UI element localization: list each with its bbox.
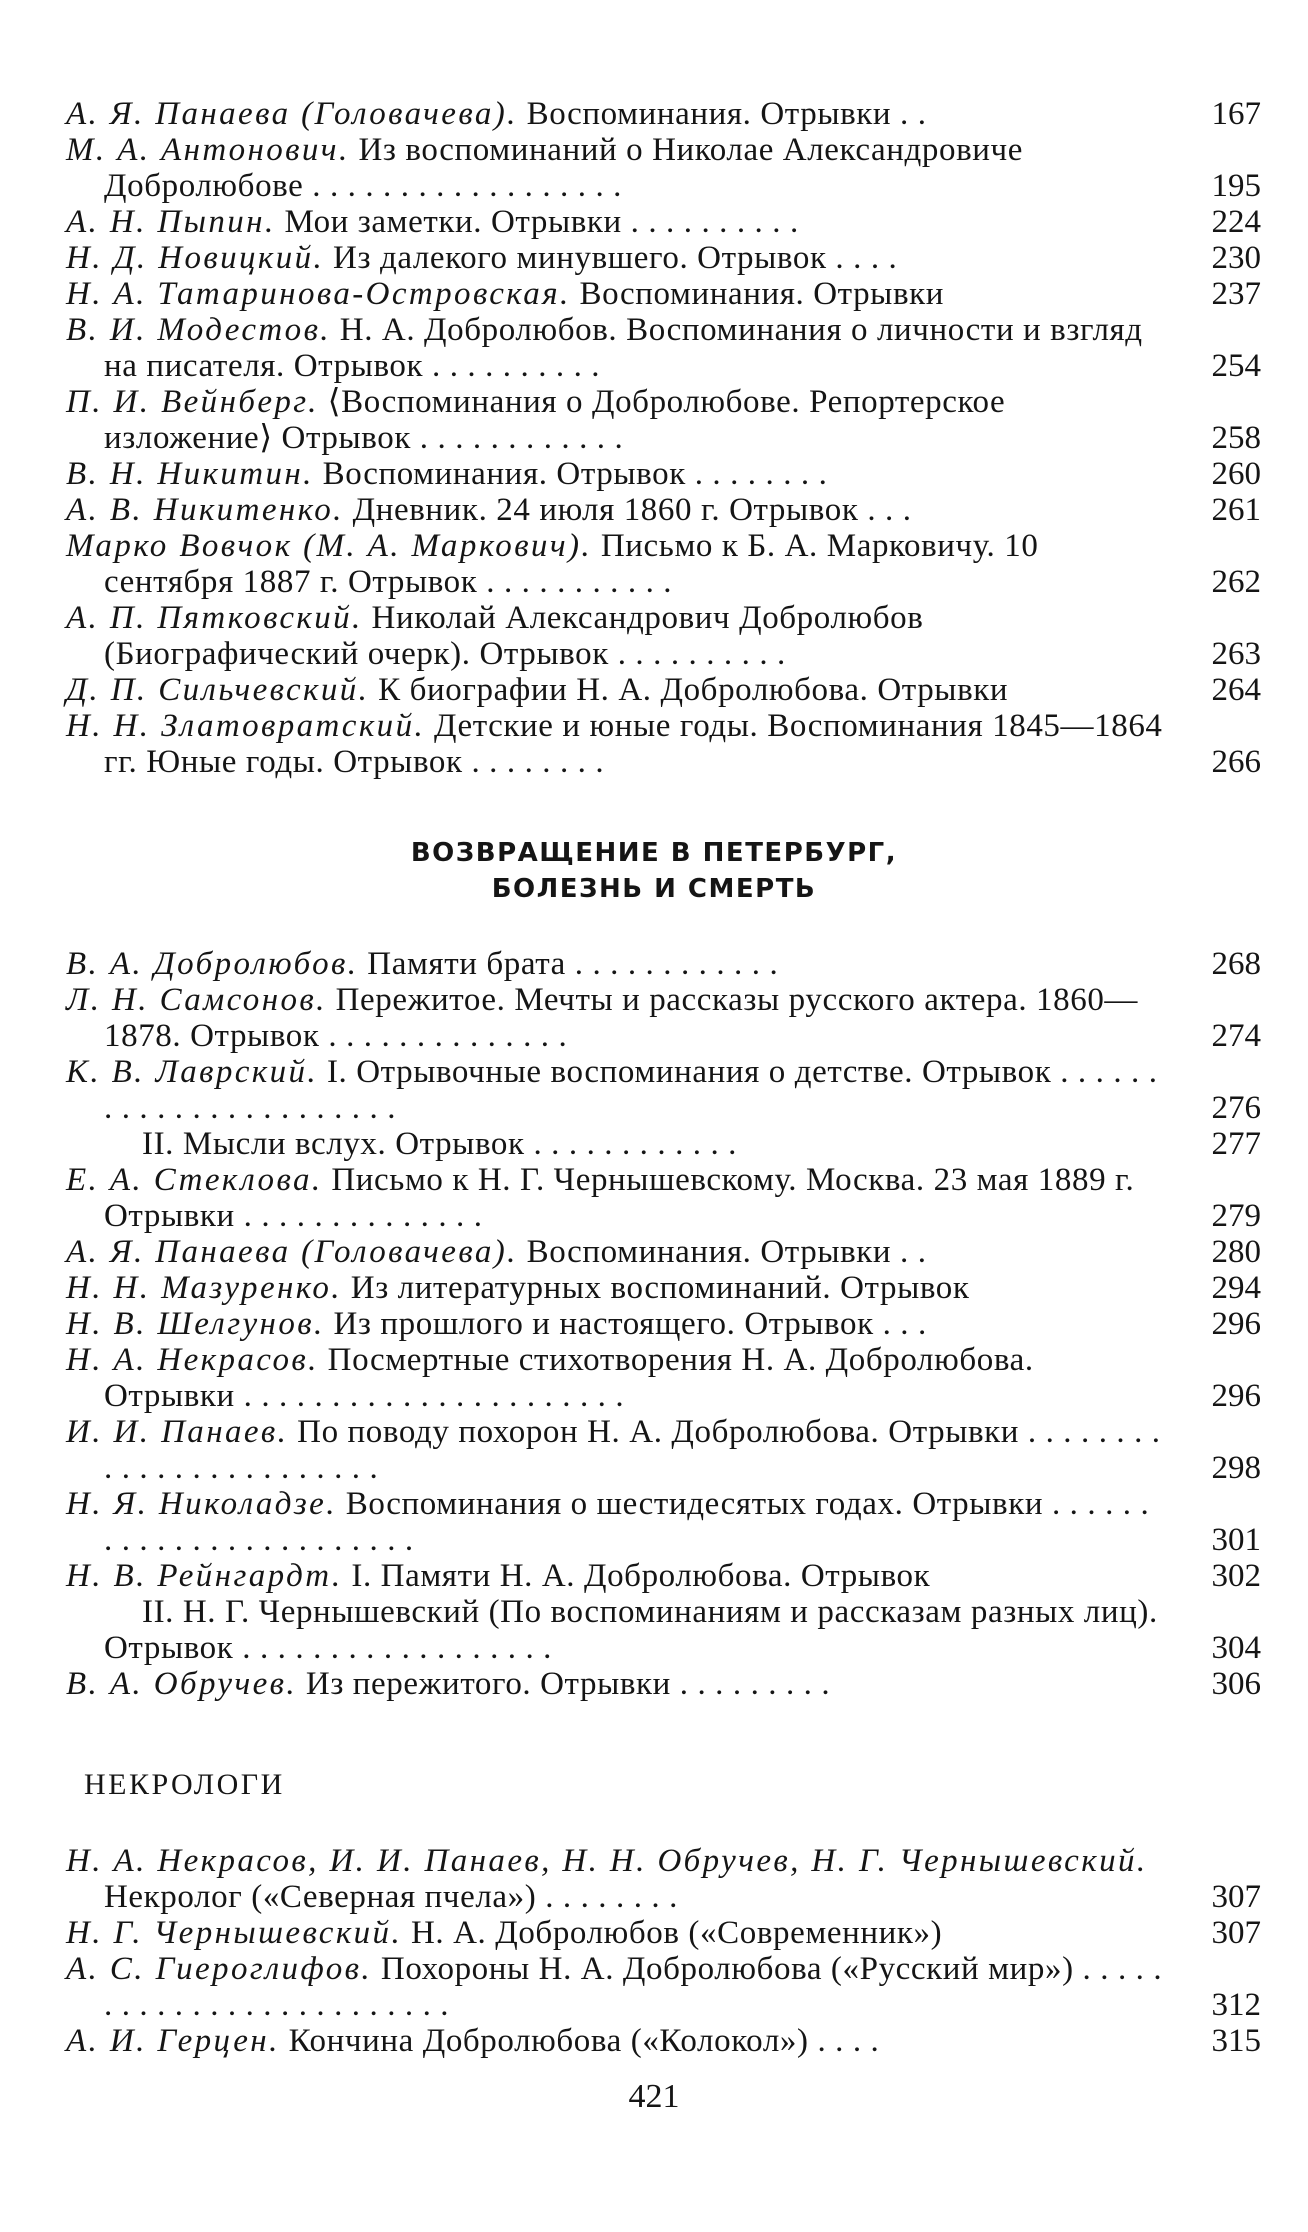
toc-entry-page-number: 298 <box>1211 1450 1261 1486</box>
toc-entry-author: Н. В. Рейнгардт. <box>66 1558 343 1594</box>
toc-entry <box>66 708 1261 780</box>
toc-entry-author: Н. А. Некрасов. <box>66 1342 319 1378</box>
toc-entry-author: Н. А. Некрасов, И. И. Панаев, Н. Н. Обручев, Н. Г. Чернышевский. <box>66 1843 1148 1879</box>
toc-entry-title: Воспоминания. Отрывки . . <box>517 1234 927 1270</box>
toc-entry-title: Письмо к Н. Г. Чернышевскому. Москва. 23 мая 1889 г. Отрывки . . . . . . . . . . . . . . <box>104 1162 1135 1234</box>
toc-entry-title: Из пережитого. Отрывки . . . . . . . . . <box>297 1666 831 1702</box>
toc-entry-page-number: 296 <box>1211 1306 1261 1342</box>
toc-entry <box>66 1126 1261 1162</box>
toc-entry-page-number: 312 <box>1211 1987 1261 2023</box>
toc-entry-author: И. И. Панаев. <box>66 1414 289 1450</box>
toc-entry-author: А. Я. Панаева (Головачева). <box>66 1234 518 1270</box>
toc-entry-author: В. А. Обручев. <box>66 1666 298 1702</box>
toc-entry <box>66 1234 1261 1270</box>
toc-entry <box>66 1306 1261 1342</box>
toc-entry-title: Посмертные стихотворения Н. А. Добролюбова. Отрывки . . . . . . . . . . . . . . . . . . . . . . <box>104 1342 1034 1414</box>
toc-entry <box>66 312 1261 384</box>
toc-entry-title: Николай Александрович Добролюбов (Биографический очерк). Отрывок . . . . . . . . . . <box>104 600 924 672</box>
section-heading-line-1: ВОЗВРАЩЕНИЕ В ПЕТЕРБУРГ, <box>410 838 898 868</box>
toc-entry-page-number: 261 <box>1211 492 1261 528</box>
toc-entry <box>66 1666 1261 1702</box>
toc-entry-title: Из воспоминаний о Николае Александровиче Добролюбове . . . . . . . . . . . . . . . . . . <box>104 132 1023 204</box>
toc-entry-author: Е. А. Стеклова. <box>66 1162 323 1198</box>
toc-entry-title: I. Памяти Н. А. Добролюбова. Отрывок <box>342 1558 931 1594</box>
toc-entry-title: II. Н. Г. Чернышевский (По воспоминаниям и рассказам разных лиц). Отрывок . . . . . . . . . . . . . . . . . . <box>104 1594 1158 1666</box>
toc-entry-page-number: 315 <box>1211 2023 1261 2059</box>
toc-entry <box>66 1594 1261 1666</box>
toc-entry-page-number: 262 <box>1211 564 1261 600</box>
toc-entry <box>66 132 1261 204</box>
toc-entry-author: Н. Д. Новицкий. <box>66 240 325 276</box>
toc-entry-author: А. Я. Панаева (Головачева). <box>66 96 518 132</box>
toc-entry-author: Н. Н. Мазуренко. <box>66 1270 342 1306</box>
toc-entry <box>66 982 1261 1054</box>
toc-entry <box>66 2023 1261 2059</box>
toc-entry <box>66 276 1261 312</box>
toc-entry-author: Н. Я. Николадзе. <box>66 1486 337 1522</box>
toc-entry <box>66 1915 1261 1951</box>
toc-entry <box>66 1558 1261 1594</box>
toc-entry <box>66 456 1261 492</box>
toc-entry <box>66 1342 1261 1414</box>
toc-entry-page-number: 304 <box>1211 1630 1261 1666</box>
toc-entry <box>66 1843 1261 1915</box>
toc-section-1 <box>66 96 1261 780</box>
toc-entry <box>66 1414 1261 1486</box>
toc-entry-page-number: 307 <box>1211 1915 1261 1951</box>
toc-entry-title: По поводу похорон Н. А. Добролюбова. Отрывки . . . . . . . . . . . . . . . . . . . . . . . . <box>104 1414 1161 1486</box>
toc-entry-page-number: 277 <box>1211 1126 1261 1162</box>
toc-entry-page-number: 237 <box>1211 276 1261 312</box>
toc-entry-author: В. Н. Никитин. <box>66 456 314 492</box>
toc-entry <box>66 946 1261 982</box>
toc-entry-title: Н. А. Добролюбов («Современник») <box>402 1915 943 1951</box>
toc-entry-page-number: 230 <box>1211 240 1261 276</box>
toc-entry <box>66 492 1261 528</box>
toc-entry-title: Кончина Добролюбова («Колокол») . . . . <box>279 2023 880 2059</box>
toc-entry-author: Н. В. Шелгунов. <box>66 1306 325 1342</box>
toc-entry-title: Из литературных воспоминаний. Отрывок <box>341 1270 970 1306</box>
toc-entry-author: В. А. Добролюбов. <box>66 946 359 982</box>
toc-entry-author: Марко Вовчок (М. А. Маркович). <box>66 528 593 564</box>
toc-entry-title: Письмо к Б. А. Марковичу. 10 сентября 1887 г. Отрывок . . . . . . . . . . . <box>104 528 1039 600</box>
toc-entry-title: К биографии Н. А. Добролюбова. Отрывки <box>369 672 1009 708</box>
toc-entry-page-number: 274 <box>1211 1018 1261 1054</box>
toc-entry-page-number: 195 <box>1211 168 1261 204</box>
toc-entry-page-number: 306 <box>1211 1666 1261 1702</box>
toc-entry-title: Н. А. Добролюбов. Воспоминания о личности и взгляд на писателя. Отрывок . . . . . . . . . . <box>104 312 1143 384</box>
toc-entry <box>66 1270 1261 1306</box>
toc-entry-page-number: 294 <box>1211 1270 1261 1306</box>
page-number: 421 <box>628 2078 680 2115</box>
toc-entry-page-number: 276 <box>1211 1090 1261 1126</box>
toc-entry-title: II. Мысли вслух. Отрывок . . . . . . . . . . . . <box>142 1126 738 1162</box>
toc-entry-title: Мои заметки. Отрывки . . . . . . . . . . <box>275 204 799 240</box>
toc-entry-page-number: 260 <box>1211 456 1261 492</box>
toc-entry-author: А. Н. Пыпин. <box>66 204 276 240</box>
toc-entry-title: Памяти брата . . . . . . . . . . . . <box>358 946 779 982</box>
toc-entry <box>66 204 1261 240</box>
toc-entry-author: П. И. Вейнберг. <box>66 384 319 420</box>
toc-entry-page-number: 280 <box>1211 1234 1261 1270</box>
toc-section-3 <box>66 1843 1261 2059</box>
toc-entry-author: В. И. Модестов. <box>66 312 331 348</box>
toc-entry-page-number: 301 <box>1211 1522 1261 1558</box>
toc-entry-page-number: 167 <box>1211 96 1261 132</box>
toc-entry-author: Л. Н. Самсонов. <box>66 982 327 1018</box>
toc-entry <box>66 240 1261 276</box>
toc-entry-author: А. П. Пятковский. <box>66 600 363 636</box>
toc-entry-page-number: 258 <box>1211 420 1261 456</box>
toc-entry-title: Дневник. 24 июля 1860 г. Отрывок . . . <box>343 492 912 528</box>
section-heading-line-2: БОЛЕЗНЬ И СМЕРТЬ <box>491 874 817 904</box>
toc-entry <box>66 600 1261 672</box>
toc-entry-title: Похороны Н. А. Добролюбова («Русский мир») . . . . . . . . . . . . . . . . . . . . . . . . . <box>104 1951 1163 2023</box>
toc-entry-page-number: 254 <box>1211 348 1261 384</box>
toc-entry-title: Воспоминания. Отрывки . . <box>517 96 927 132</box>
toc-entry <box>66 528 1261 600</box>
toc-entry-author: А. И. Герцен. <box>66 2023 280 2059</box>
toc-entry-author: А. В. Никитенко. <box>66 492 344 528</box>
toc-entry <box>66 1951 1261 2023</box>
toc-entry-title: Детские и юные годы. Воспоминания 1845—1864 гг. Юные годы. Отрывок . . . . . . . . <box>104 708 1163 780</box>
toc-entry-page-number: 302 <box>1211 1558 1261 1594</box>
toc-entry-title: Воспоминания. Отрывки <box>570 276 945 312</box>
toc-entry <box>66 1054 1261 1126</box>
toc-entry-title: Воспоминания о шестидесятых годах. Отрывки . . . . . . . . . . . . . . . . . . . . . . . . <box>104 1486 1150 1558</box>
toc-entry <box>66 384 1261 456</box>
toc-entry-author: М. А. Антонович. <box>66 132 350 168</box>
toc-entry-page-number: 268 <box>1211 946 1261 982</box>
toc-entry-title: Из прошлого и настоящего. Отрывок . . . <box>324 1306 927 1342</box>
toc-entry-page-number: 307 <box>1211 1879 1261 1915</box>
toc-entry-author: Н. Н. Златовратский. <box>66 708 426 744</box>
toc-entry-title: Некролог («Северная пчела») . . . . . . . . <box>104 1879 678 1915</box>
toc-entry-author: К. В. Лаврский. <box>66 1054 319 1090</box>
toc-entry-author: Д. П. Сильчевский. <box>66 672 370 708</box>
toc-entry <box>66 96 1261 132</box>
toc-entry-author: Н. Г. Чернышевский. <box>66 1915 403 1951</box>
toc-entry-author: А. С. Гиероглифов. <box>66 1951 373 1987</box>
toc-entry-page-number: 266 <box>1211 744 1261 780</box>
toc-entry <box>66 672 1261 708</box>
toc-entry-title: I. Отрывочные воспоминания о детстве. Отрывок . . . . . . . . . . . . . . . . . . . . . . . <box>104 1054 1158 1126</box>
toc-entry-page-number: 224 <box>1211 204 1261 240</box>
toc-entry-page-number: 263 <box>1211 636 1261 672</box>
toc-entry <box>66 1162 1261 1234</box>
toc-entry-page-number: 264 <box>1211 672 1261 708</box>
toc-entry-title: Из далекого минувшего. Отрывок . . . . <box>324 240 898 276</box>
toc-entry-author: Н. А. Татаринова-Островская. <box>66 276 571 312</box>
section-heading-necrologies: НЕКРОЛОГИ <box>84 1768 285 1801</box>
toc-entry-title: ⟨Воспоминания о Добролюбове. Репортерское изложение⟩ Отрывок . . . . . . . . . . . . <box>104 384 1006 456</box>
toc-entry-title: Пережитое. Мечты и рассказы русского актера. 1860—1878. Отрывок . . . . . . . . . . . . . . <box>104 982 1139 1054</box>
toc-entry <box>66 1486 1261 1558</box>
toc-entry-page-number: 279 <box>1211 1198 1261 1234</box>
toc-entry-title: Воспоминания. Отрывок . . . . . . . . <box>313 456 828 492</box>
toc-entry-page-number: 296 <box>1211 1378 1261 1414</box>
toc-section-2 <box>66 946 1261 1702</box>
